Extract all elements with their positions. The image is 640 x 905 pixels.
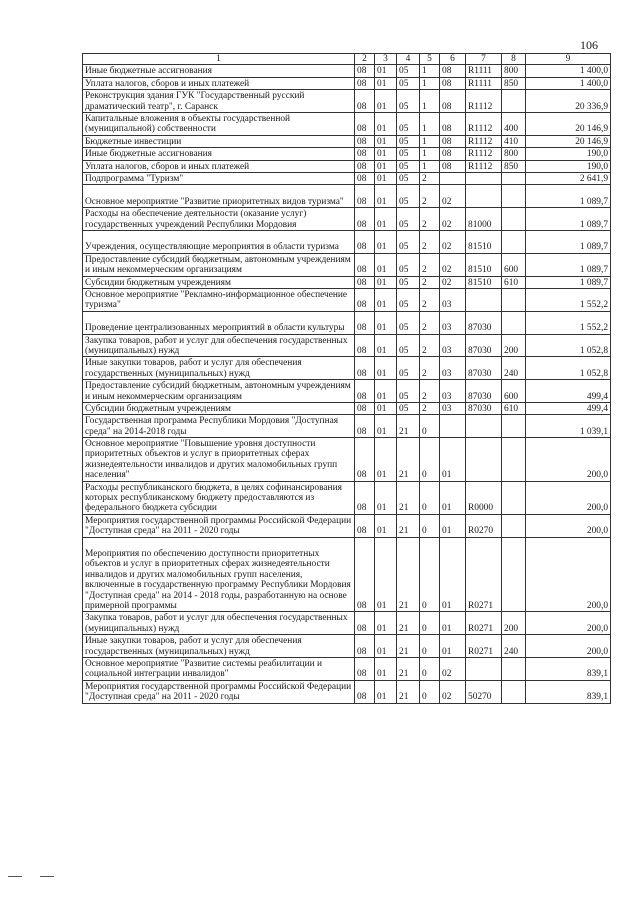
- direction-code-cell: [466, 658, 502, 681]
- amount-cell: 200,0: [526, 612, 611, 635]
- ministry-code-cell: 08: [355, 635, 375, 658]
- table-row: [83, 276, 611, 288]
- program-code-cell: 05: [397, 65, 420, 77]
- activity-code-cell: 01: [440, 514, 466, 537]
- expense-name-cell: Уплата налогов, сборов и иных платежей: [83, 160, 355, 172]
- expense-type-cell: [502, 481, 526, 514]
- expense-name-cell: Расходы республиканского бюджета, в целях софинансирования которых республиканскому бюджету предоставляются из федерального бюджета субсидии: [83, 481, 355, 514]
- subprogram-code-cell: 0: [420, 612, 440, 635]
- table-row: [83, 65, 611, 77]
- expense-type-cell: 600: [502, 253, 526, 276]
- subprogram-code-cell: 0: [420, 481, 440, 514]
- expense-type-cell: 850: [502, 77, 526, 89]
- direction-code-cell: R1111: [466, 65, 502, 77]
- amount-cell: 1 089,7: [526, 253, 611, 276]
- expense-name-cell: Мероприятия государственной программы Российской Федерации "Доступная среда" на 2011 - 2020 годы: [83, 514, 355, 537]
- activity-code-cell: 01: [440, 612, 466, 635]
- amount-cell: 20 336,9: [526, 90, 611, 113]
- activity-code-cell: 08: [440, 112, 466, 135]
- ministry-code-cell: 08: [355, 135, 375, 147]
- direction-code-cell: 87030: [466, 334, 502, 357]
- activity-code-cell: 03: [440, 380, 466, 403]
- expense-name-cell: Субсидии бюджетным учреждениям: [83, 276, 355, 288]
- expense-type-cell: 850: [502, 160, 526, 172]
- ministry-code-cell: 08: [355, 172, 375, 184]
- activity-code-cell: 02: [440, 276, 466, 288]
- section-code-cell: 01: [375, 65, 397, 77]
- section-code-cell: 01: [375, 253, 397, 276]
- direction-code-cell: [466, 185, 502, 208]
- direction-code-cell: 87030: [466, 357, 502, 380]
- expense-type-cell: [502, 438, 526, 482]
- table-row: [83, 438, 611, 482]
- direction-code-cell: 87030: [466, 380, 502, 403]
- direction-code-cell: [466, 438, 502, 482]
- expense-type-cell: 600: [502, 380, 526, 403]
- program-code-cell: 05: [397, 172, 420, 184]
- scan-edge-mark: [40, 876, 54, 877]
- section-code-cell: 01: [375, 160, 397, 172]
- section-code-cell: 01: [375, 112, 397, 135]
- table-row: [83, 680, 611, 703]
- activity-code-cell: 02: [440, 680, 466, 703]
- activity-code-cell: 08: [440, 77, 466, 89]
- expense-name-cell: Расходы на обеспечение деятельности (оказание услуг) государственных учреждений Республики Мордовия: [83, 208, 355, 231]
- expense-type-cell: [502, 230, 526, 253]
- section-code-cell: 01: [375, 185, 397, 208]
- ministry-code-cell: 08: [355, 65, 375, 77]
- program-code-cell: 05: [397, 276, 420, 288]
- expense-type-cell: [502, 311, 526, 334]
- program-code-cell: 21: [397, 680, 420, 703]
- direction-code-cell: R0271: [466, 537, 502, 612]
- amount-cell: 1 089,7: [526, 276, 611, 288]
- budget-table: [82, 53, 611, 704]
- direction-code-cell: [466, 172, 502, 184]
- direction-code-cell: R0271: [466, 612, 502, 635]
- direction-code-cell: R1112: [466, 135, 502, 147]
- subprogram-code-cell: 2: [420, 288, 440, 311]
- expense-name-cell: Иные бюджетные ассигнования: [83, 65, 355, 77]
- subprogram-code-cell: 0: [420, 658, 440, 681]
- direction-code-cell: 81510: [466, 253, 502, 276]
- section-code-cell: 01: [375, 148, 397, 160]
- activity-code-cell: 08: [440, 65, 466, 77]
- ministry-code-cell: 08: [355, 311, 375, 334]
- amount-cell: 1 552,2: [526, 288, 611, 311]
- activity-code-cell: 08: [440, 90, 466, 113]
- table-row: [83, 658, 611, 681]
- activity-code-cell: 03: [440, 402, 466, 414]
- amount-cell: 1 039,1: [526, 415, 611, 438]
- table-row: [83, 135, 611, 147]
- ministry-code-cell: 08: [355, 185, 375, 208]
- table-row: [83, 148, 611, 160]
- expense-name-cell: Иные закупки товаров, работ и услуг для обеспечения государственных (муниципальных) нужд: [83, 357, 355, 380]
- subprogram-code-cell: 2: [420, 172, 440, 184]
- column-header: 5: [420, 54, 440, 65]
- program-code-cell: 21: [397, 481, 420, 514]
- amount-cell: 200,0: [526, 481, 611, 514]
- amount-cell: 200,0: [526, 438, 611, 482]
- ministry-code-cell: 08: [355, 658, 375, 681]
- section-code-cell: 01: [375, 658, 397, 681]
- activity-code-cell: 01: [440, 438, 466, 482]
- direction-code-cell: [466, 415, 502, 438]
- table-row: [83, 288, 611, 311]
- page-number: 106: [580, 38, 598, 52]
- activity-code-cell: 08: [440, 160, 466, 172]
- program-code-cell: 05: [397, 112, 420, 135]
- subprogram-code-cell: 1: [420, 160, 440, 172]
- section-code-cell: 01: [375, 514, 397, 537]
- table-row: [83, 77, 611, 89]
- subprogram-code-cell: 0: [420, 415, 440, 438]
- subprogram-code-cell: 0: [420, 635, 440, 658]
- subprogram-code-cell: 0: [420, 537, 440, 612]
- amount-cell: 1 400,0: [526, 77, 611, 89]
- table-row: [83, 415, 611, 438]
- table-body: [83, 65, 611, 703]
- subprogram-code-cell: 1: [420, 112, 440, 135]
- ministry-code-cell: 08: [355, 402, 375, 414]
- ministry-code-cell: 08: [355, 253, 375, 276]
- direction-code-cell: 87030: [466, 402, 502, 414]
- table-row: [83, 357, 611, 380]
- direction-code-cell: 81510: [466, 230, 502, 253]
- table-row: [83, 380, 611, 403]
- section-code-cell: 01: [375, 415, 397, 438]
- section-code-cell: 01: [375, 288, 397, 311]
- amount-cell: 2 641,9: [526, 172, 611, 184]
- section-code-cell: 01: [375, 311, 397, 334]
- subprogram-code-cell: 2: [420, 334, 440, 357]
- expense-name-cell: Подпрограмма "Туризм": [83, 172, 355, 184]
- activity-code-cell: 02: [440, 658, 466, 681]
- direction-code-cell: R1112: [466, 160, 502, 172]
- expense-type-cell: 610: [502, 402, 526, 414]
- section-code-cell: 01: [375, 276, 397, 288]
- activity-code-cell: [440, 172, 466, 184]
- subprogram-code-cell: 1: [420, 90, 440, 113]
- column-header: 6: [440, 54, 466, 65]
- expense-type-cell: 240: [502, 635, 526, 658]
- amount-cell: 499,4: [526, 402, 611, 414]
- column-header: 7: [466, 54, 502, 65]
- amount-cell: 200,0: [526, 635, 611, 658]
- ministry-code-cell: 08: [355, 112, 375, 135]
- section-code-cell: 01: [375, 438, 397, 482]
- column-header: 9: [526, 54, 611, 65]
- expense-name-cell: Мероприятия государственной программы Российской Федерации "Доступная среда" на 2011 - 2020 годы: [83, 680, 355, 703]
- program-code-cell: 21: [397, 537, 420, 612]
- table-row: [83, 402, 611, 414]
- expense-type-cell: 410: [502, 135, 526, 147]
- program-code-cell: 05: [397, 357, 420, 380]
- subprogram-code-cell: 2: [420, 380, 440, 403]
- direction-code-cell: 81510: [466, 276, 502, 288]
- table-row: [83, 185, 611, 208]
- ministry-code-cell: 08: [355, 415, 375, 438]
- column-header: 1: [83, 54, 355, 65]
- expense-name-cell: Основное мероприятие "Развитие приоритетных видов туризма": [83, 185, 355, 208]
- activity-code-cell: 03: [440, 311, 466, 334]
- activity-code-cell: 03: [440, 334, 466, 357]
- amount-cell: 1 552,2: [526, 311, 611, 334]
- program-code-cell: 05: [397, 148, 420, 160]
- section-code-cell: 01: [375, 612, 397, 635]
- program-code-cell: 21: [397, 612, 420, 635]
- program-code-cell: 05: [397, 208, 420, 231]
- amount-cell: 499,4: [526, 380, 611, 403]
- expense-name-cell: Субсидии бюджетным учреждениям: [83, 402, 355, 414]
- expense-name-cell: Предоставление субсидий бюджетным, автономным учреждениям и иным некоммерческим организациям: [83, 253, 355, 276]
- expense-type-cell: 200: [502, 612, 526, 635]
- ministry-code-cell: 08: [355, 288, 375, 311]
- expense-type-cell: [502, 185, 526, 208]
- expense-type-cell: 800: [502, 65, 526, 77]
- section-code-cell: 01: [375, 680, 397, 703]
- activity-code-cell: 01: [440, 537, 466, 612]
- section-code-cell: 01: [375, 208, 397, 231]
- ministry-code-cell: 08: [355, 90, 375, 113]
- section-code-cell: 01: [375, 230, 397, 253]
- activity-code-cell: 08: [440, 148, 466, 160]
- table-row: [83, 537, 611, 612]
- table-row: [83, 230, 611, 253]
- expense-type-cell: 240: [502, 357, 526, 380]
- direction-code-cell: R0000: [466, 481, 502, 514]
- subprogram-code-cell: 2: [420, 230, 440, 253]
- amount-cell: 20 146,9: [526, 112, 611, 135]
- subprogram-code-cell: 0: [420, 514, 440, 537]
- activity-code-cell: 01: [440, 635, 466, 658]
- subprogram-code-cell: 2: [420, 253, 440, 276]
- activity-code-cell: 02: [440, 253, 466, 276]
- table-row: [83, 334, 611, 357]
- amount-cell: 190,0: [526, 148, 611, 160]
- direction-code-cell: R0270: [466, 514, 502, 537]
- direction-code-cell: R1112: [466, 90, 502, 113]
- program-code-cell: 21: [397, 438, 420, 482]
- activity-code-cell: 01: [440, 481, 466, 514]
- subprogram-code-cell: 1: [420, 148, 440, 160]
- program-code-cell: 21: [397, 514, 420, 537]
- program-code-cell: 05: [397, 311, 420, 334]
- subprogram-code-cell: 2: [420, 276, 440, 288]
- ministry-code-cell: 08: [355, 612, 375, 635]
- amount-cell: 200,0: [526, 537, 611, 612]
- ministry-code-cell: 08: [355, 537, 375, 612]
- expense-type-cell: [502, 90, 526, 113]
- scan-edge-mark: [8, 876, 22, 877]
- subprogram-code-cell: 2: [420, 185, 440, 208]
- ministry-code-cell: 08: [355, 148, 375, 160]
- table-row: [83, 635, 611, 658]
- amount-cell: 1 089,7: [526, 230, 611, 253]
- direction-code-cell: [466, 288, 502, 311]
- ministry-code-cell: 08: [355, 208, 375, 231]
- program-code-cell: 05: [397, 253, 420, 276]
- direction-code-cell: 50270: [466, 680, 502, 703]
- direction-code-cell: R1111: [466, 77, 502, 89]
- amount-cell: 839,1: [526, 658, 611, 681]
- ministry-code-cell: 08: [355, 481, 375, 514]
- section-code-cell: 01: [375, 90, 397, 113]
- table-row: [83, 253, 611, 276]
- expense-type-cell: [502, 288, 526, 311]
- section-code-cell: 01: [375, 77, 397, 89]
- table-row: [83, 172, 611, 184]
- section-code-cell: 01: [375, 172, 397, 184]
- direction-code-cell: R0271: [466, 635, 502, 658]
- program-code-cell: 05: [397, 135, 420, 147]
- expense-name-cell: Основное мероприятие "Повышение уровня доступности приоритетных объектов и услуг в приоритетных сферах жизнедеятельности инвалидов и других маломобильных групп населения": [83, 438, 355, 482]
- expense-type-cell: 800: [502, 148, 526, 160]
- table-row: [83, 90, 611, 113]
- program-code-cell: 05: [397, 334, 420, 357]
- expense-type-cell: [502, 415, 526, 438]
- column-header: 3: [375, 54, 397, 65]
- expense-type-cell: [502, 514, 526, 537]
- direction-code-cell: 81000: [466, 208, 502, 231]
- expense-type-cell: [502, 172, 526, 184]
- column-header: 4: [397, 54, 420, 65]
- table-row: [83, 612, 611, 635]
- direction-code-cell: R1112: [466, 148, 502, 160]
- table-row: [83, 514, 611, 537]
- expense-type-cell: 400: [502, 112, 526, 135]
- ministry-code-cell: 08: [355, 160, 375, 172]
- activity-code-cell: [440, 415, 466, 438]
- expense-name-cell: Государственная программа Республики Мордовия "Доступная среда" на 2014-2018 годы: [83, 415, 355, 438]
- expense-type-cell: 610: [502, 276, 526, 288]
- section-code-cell: 01: [375, 481, 397, 514]
- activity-code-cell: 02: [440, 230, 466, 253]
- program-code-cell: 21: [397, 658, 420, 681]
- table-row: [83, 160, 611, 172]
- program-code-cell: 05: [397, 160, 420, 172]
- expense-name-cell: Закупка товаров, работ и услуг для обеспечения государственных (муниципальных) нужд: [83, 612, 355, 635]
- expense-type-cell: 200: [502, 334, 526, 357]
- section-code-cell: 01: [375, 635, 397, 658]
- column-header: 8: [502, 54, 526, 65]
- subprogram-code-cell: 1: [420, 65, 440, 77]
- expense-name-cell: Предоставление субсидий бюджетным, автономным учреждениям и иным некоммерческим организациям: [83, 380, 355, 403]
- direction-code-cell: 87030: [466, 311, 502, 334]
- expense-type-cell: [502, 537, 526, 612]
- subprogram-code-cell: 1: [420, 77, 440, 89]
- expense-name-cell: Мероприятия по обеспечению доступности приоритетных объектов и услуг в приоритетных сферах жизнедеятельности инвалидов и других маломобильных групп населения, включенные в государственную программу Республики Мордовия "Доступная среда" на 2014 - 2018 годы, разработанную на основе примерной программы: [83, 537, 355, 612]
- section-code-cell: 01: [375, 135, 397, 147]
- table-row: [83, 208, 611, 231]
- column-header: 2: [355, 54, 375, 65]
- table-header-row: [83, 54, 611, 65]
- expense-name-cell: Иные бюджетные ассигнования: [83, 148, 355, 160]
- ministry-code-cell: 08: [355, 438, 375, 482]
- program-code-cell: 05: [397, 185, 420, 208]
- expense-name-cell: Проведение централизованных мероприятий в области культуры: [83, 311, 355, 334]
- section-code-cell: 01: [375, 380, 397, 403]
- amount-cell: 20 146,9: [526, 135, 611, 147]
- subprogram-code-cell: 2: [420, 402, 440, 414]
- ministry-code-cell: 08: [355, 380, 375, 403]
- expense-name-cell: Уплата налогов, сборов и иных платежей: [83, 77, 355, 89]
- expense-name-cell: Учреждения, осуществляющие мероприятия в области туризма: [83, 230, 355, 253]
- expense-name-cell: Основное мероприятие "Рекламно-информационное обеспечение туризма": [83, 288, 355, 311]
- section-code-cell: 01: [375, 357, 397, 380]
- ministry-code-cell: 08: [355, 77, 375, 89]
- subprogram-code-cell: 2: [420, 357, 440, 380]
- expense-name-cell: Реконструкция здания ГУК "Государственный русский драматический театр", г. Саранск: [83, 90, 355, 113]
- direction-code-cell: R1112: [466, 112, 502, 135]
- program-code-cell: 05: [397, 288, 420, 311]
- table-row: [83, 481, 611, 514]
- expense-name-cell: Закупка товаров, работ и услуг для обеспечения государственных (муниципальных) нужд: [83, 334, 355, 357]
- expense-name-cell: Бюджетные инвестиции: [83, 135, 355, 147]
- program-code-cell: 21: [397, 415, 420, 438]
- amount-cell: 1 089,7: [526, 185, 611, 208]
- expense-name-cell: Иные закупки товаров, работ и услуг для обеспечения государственных (муниципальных) нужд: [83, 635, 355, 658]
- amount-cell: 1 089,7: [526, 208, 611, 231]
- expense-type-cell: [502, 658, 526, 681]
- amount-cell: 190,0: [526, 160, 611, 172]
- subprogram-code-cell: 0: [420, 438, 440, 482]
- expense-type-cell: [502, 680, 526, 703]
- ministry-code-cell: 08: [355, 276, 375, 288]
- section-code-cell: 01: [375, 402, 397, 414]
- program-code-cell: 05: [397, 90, 420, 113]
- program-code-cell: 05: [397, 230, 420, 253]
- program-code-cell: 05: [397, 402, 420, 414]
- amount-cell: 839,1: [526, 680, 611, 703]
- section-code-cell: 01: [375, 334, 397, 357]
- ministry-code-cell: 08: [355, 680, 375, 703]
- activity-code-cell: 02: [440, 185, 466, 208]
- subprogram-code-cell: 0: [420, 680, 440, 703]
- expense-name-cell: Основное мероприятие "Развитие системы реабилитации и социальной интеграции инвалидов": [83, 658, 355, 681]
- activity-code-cell: 03: [440, 357, 466, 380]
- ministry-code-cell: 08: [355, 357, 375, 380]
- amount-cell: 1 400,0: [526, 65, 611, 77]
- subprogram-code-cell: 2: [420, 208, 440, 231]
- section-code-cell: 01: [375, 537, 397, 612]
- subprogram-code-cell: 1: [420, 135, 440, 147]
- ministry-code-cell: 08: [355, 514, 375, 537]
- program-code-cell: 05: [397, 77, 420, 89]
- table-row: [83, 112, 611, 135]
- ministry-code-cell: 08: [355, 230, 375, 253]
- program-code-cell: 21: [397, 635, 420, 658]
- table-row: [83, 311, 611, 334]
- expense-type-cell: [502, 208, 526, 231]
- amount-cell: 1 052,8: [526, 357, 611, 380]
- expense-name-cell: Капитальные вложения в объекты государственной (муниципальной) собственности: [83, 112, 355, 135]
- amount-cell: 1 052,8: [526, 334, 611, 357]
- subprogram-code-cell: 2: [420, 311, 440, 334]
- program-code-cell: 05: [397, 380, 420, 403]
- activity-code-cell: 03: [440, 288, 466, 311]
- activity-code-cell: 02: [440, 208, 466, 231]
- amount-cell: 200,0: [526, 514, 611, 537]
- ministry-code-cell: 08: [355, 334, 375, 357]
- activity-code-cell: 08: [440, 135, 466, 147]
